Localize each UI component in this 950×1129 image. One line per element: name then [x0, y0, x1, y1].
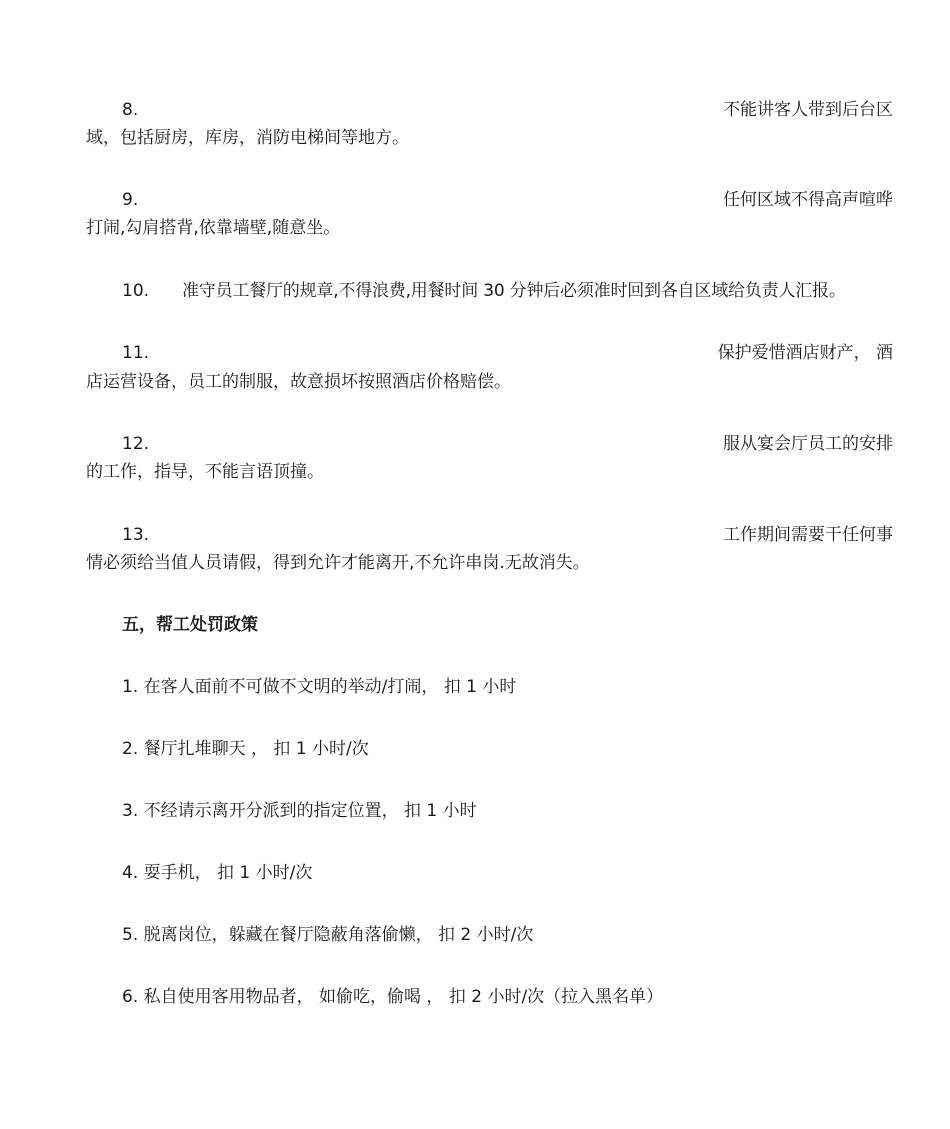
- rule-10-number: 10.: [122, 281, 150, 301]
- rule-13-text-start: 工作期间需要干任何事: [723, 525, 893, 545]
- penalty-item: 4. 耍手机， 扣 1 小时/次: [122, 863, 313, 883]
- rule-13-text-cont: 情必须给当值人员请假，得到允许才能离开,不允许串岗.无故消失。: [86, 553, 590, 573]
- penalty-item: 6. 私自使用客用物品者， 如偷吃，偷喝 ， 扣 2 小时/次（拉入黑名单）: [122, 987, 664, 1007]
- rule-12-number: 12.: [122, 434, 150, 454]
- penalty-item: 5. 脱离岗位，躲藏在餐厅隐蔽角落偷懒， 扣 2 小时/次: [122, 925, 534, 945]
- rule-9-text-cont: 打闹,勾肩搭背,依靠墙壁,随意坐。: [86, 218, 341, 238]
- rule-9-number: 9.: [122, 190, 139, 210]
- rule-11-text-start: 保护爱惜酒店财产， 酒: [717, 343, 893, 363]
- rule-8-text-start: 不能讲客人带到后台区: [723, 100, 893, 120]
- rule-13-number: 13.: [122, 525, 150, 545]
- rule-8-number: 8.: [122, 100, 139, 120]
- rule-11-text-cont: 店运营设备，员工的制服，故意损坏按照酒店价格赔偿。: [86, 372, 511, 392]
- rule-11-number: 11.: [122, 343, 150, 363]
- rule-10-text: 准守员工餐厅的规章,不得浪费,用餐时间 30 分钟后必须准时回到各自区域给负责人汇报。: [182, 281, 846, 301]
- rule-9-text-start: 任何区域不得高声喧哗: [723, 190, 893, 210]
- rule-12-text-start: 服从宴会厅员工的安排: [723, 434, 893, 454]
- penalty-item: 3. 不经请示离开分派到的指定位置， 扣 1 小时: [122, 801, 477, 821]
- penalty-item: 1. 在客人面前不可做不文明的举动/打闹， 扣 1 小时: [122, 677, 517, 697]
- rule-12-text-cont: 的工作，指导，不能言语顶撞。: [86, 462, 324, 482]
- rule-8-text-cont: 域，包括厨房，库房，消防电梯间等地方。: [86, 128, 409, 148]
- penalty-item: 2. 餐厅扎堆聊天 ， 扣 1 小时/次: [122, 739, 369, 759]
- section-heading: 五，帮工处罚政策: [122, 615, 258, 635]
